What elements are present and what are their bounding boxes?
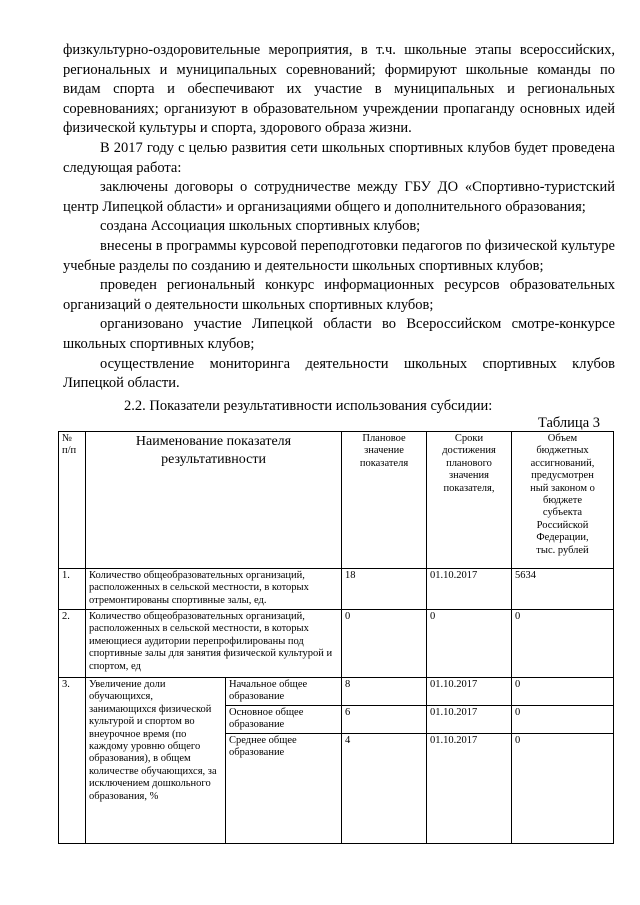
header-deadline: Сроки достижения планового значения показателя, (427, 432, 512, 569)
row-1-name: Количество общеобразовательных организаций, расположенных в сельской местности, в которых отремонтированы спортивные залы, ед. (86, 569, 342, 610)
row-2-budget: 0 (512, 610, 614, 678)
paragraph-4: создана Ассоциация школьных спортивных клубов; (100, 218, 421, 235)
paragraph-7: организовано участие Липецкой области во Всероссийском смотре-конкурсе школьных спортивных клубов; (63, 316, 615, 352)
row-3b-planned: 6 (342, 706, 427, 734)
body-text (63, 41, 615, 394)
header-name: Наименование показателя результативности (86, 432, 342, 569)
header-num: № п/п (59, 432, 86, 569)
row-3a-planned: 8 (342, 678, 427, 706)
row-3-name: Увеличение доли обучающихся, занимающихся физической культурой и спортом во внеурочное время (по каждому уровню общего образования), в общем количестве обучающихся, за исключением дошкольного образования, % (86, 678, 226, 844)
paragraph-5: внесены в программы курсовой переподготовки педагогов по физической культуре учебные разделы по созданию и деятельности школьных спортивных клубов; (63, 237, 615, 274)
header-planned: Плановое значение показателя (342, 432, 427, 569)
table-row (59, 678, 614, 706)
paragraph-2: В 2017 году с целью развития сети школьных спортивных клубов будет проведена следующая работа: (63, 139, 615, 176)
row-3b-deadline: 01.10.2017 (427, 706, 512, 734)
header-budget: Объем бюджетных ассигнований, предусмотрен ный законом о бюджете субъекта Российской Федерации, тыс. рублей (512, 432, 614, 569)
row-3c-planned: 4 (342, 734, 427, 844)
row-1-planned: 18 (342, 569, 427, 610)
row-1-deadline: 01.10.2017 (427, 569, 512, 610)
paragraph-1: физкультурно-оздоровительные мероприятия, в т.ч. школьные этапы всероссийских, региональных и муниципальных соревнований; формируют школьные команды по видам спорта и обеспечивают их участие в муниципальных и региональных соревнованиях; организуют в образовательном учреждении пропаганду основных идей физической культуры и спорта, здорового образа жизни. (63, 42, 615, 137)
paragraph-6: проведен региональный конкурс информационных ресурсов образовательных организаций о деятельности школьных спортивных клубов; (63, 277, 615, 313)
row-3b-budget: 0 (512, 706, 614, 734)
row-3a-budget: 0 (512, 678, 614, 706)
row-1-budget: 5634 (512, 569, 614, 610)
table-caption: Таблица 3 (537, 415, 600, 431)
row-2-name: Количество общеобразовательных организаций, расположенных в сельской местности, в которых имеющиеся аудитории перепрофилированы под спортивные залы для занятия физической культурой и спортом, ед (86, 610, 342, 678)
row-3c-level: Среднее общее образование (226, 734, 342, 844)
row-3-num: 3. (59, 678, 86, 844)
row-2-deadline: 0 (427, 610, 512, 678)
table-row (59, 610, 614, 678)
row-3c-deadline: 01.10.2017 (427, 734, 512, 844)
row-2-num: 2. (59, 610, 86, 678)
paragraph-8: осуществление мониторинга деятельности школьных спортивных клубов Липецкой области. (63, 355, 615, 392)
indicators-table (58, 431, 614, 844)
table-row (59, 569, 614, 610)
row-1-num: 1. (59, 569, 86, 610)
section-heading: 2.2. Показатели результативности использования субсидии: (124, 398, 493, 414)
paragraph-3: заключены договоры о сотрудничестве между ГБУ ДО «Спортивно-туристский центр Липецкой области» и организациями общего и дополнительного образования; (63, 179, 615, 215)
row-3a-level: Начальное общее образование (226, 678, 342, 706)
row-3c-budget: 0 (512, 734, 614, 844)
row-3a-deadline: 01.10.2017 (427, 678, 512, 706)
table-header-row (59, 432, 614, 569)
row-3b-level: Основное общее образование (226, 706, 342, 734)
row-2-planned: 0 (342, 610, 427, 678)
